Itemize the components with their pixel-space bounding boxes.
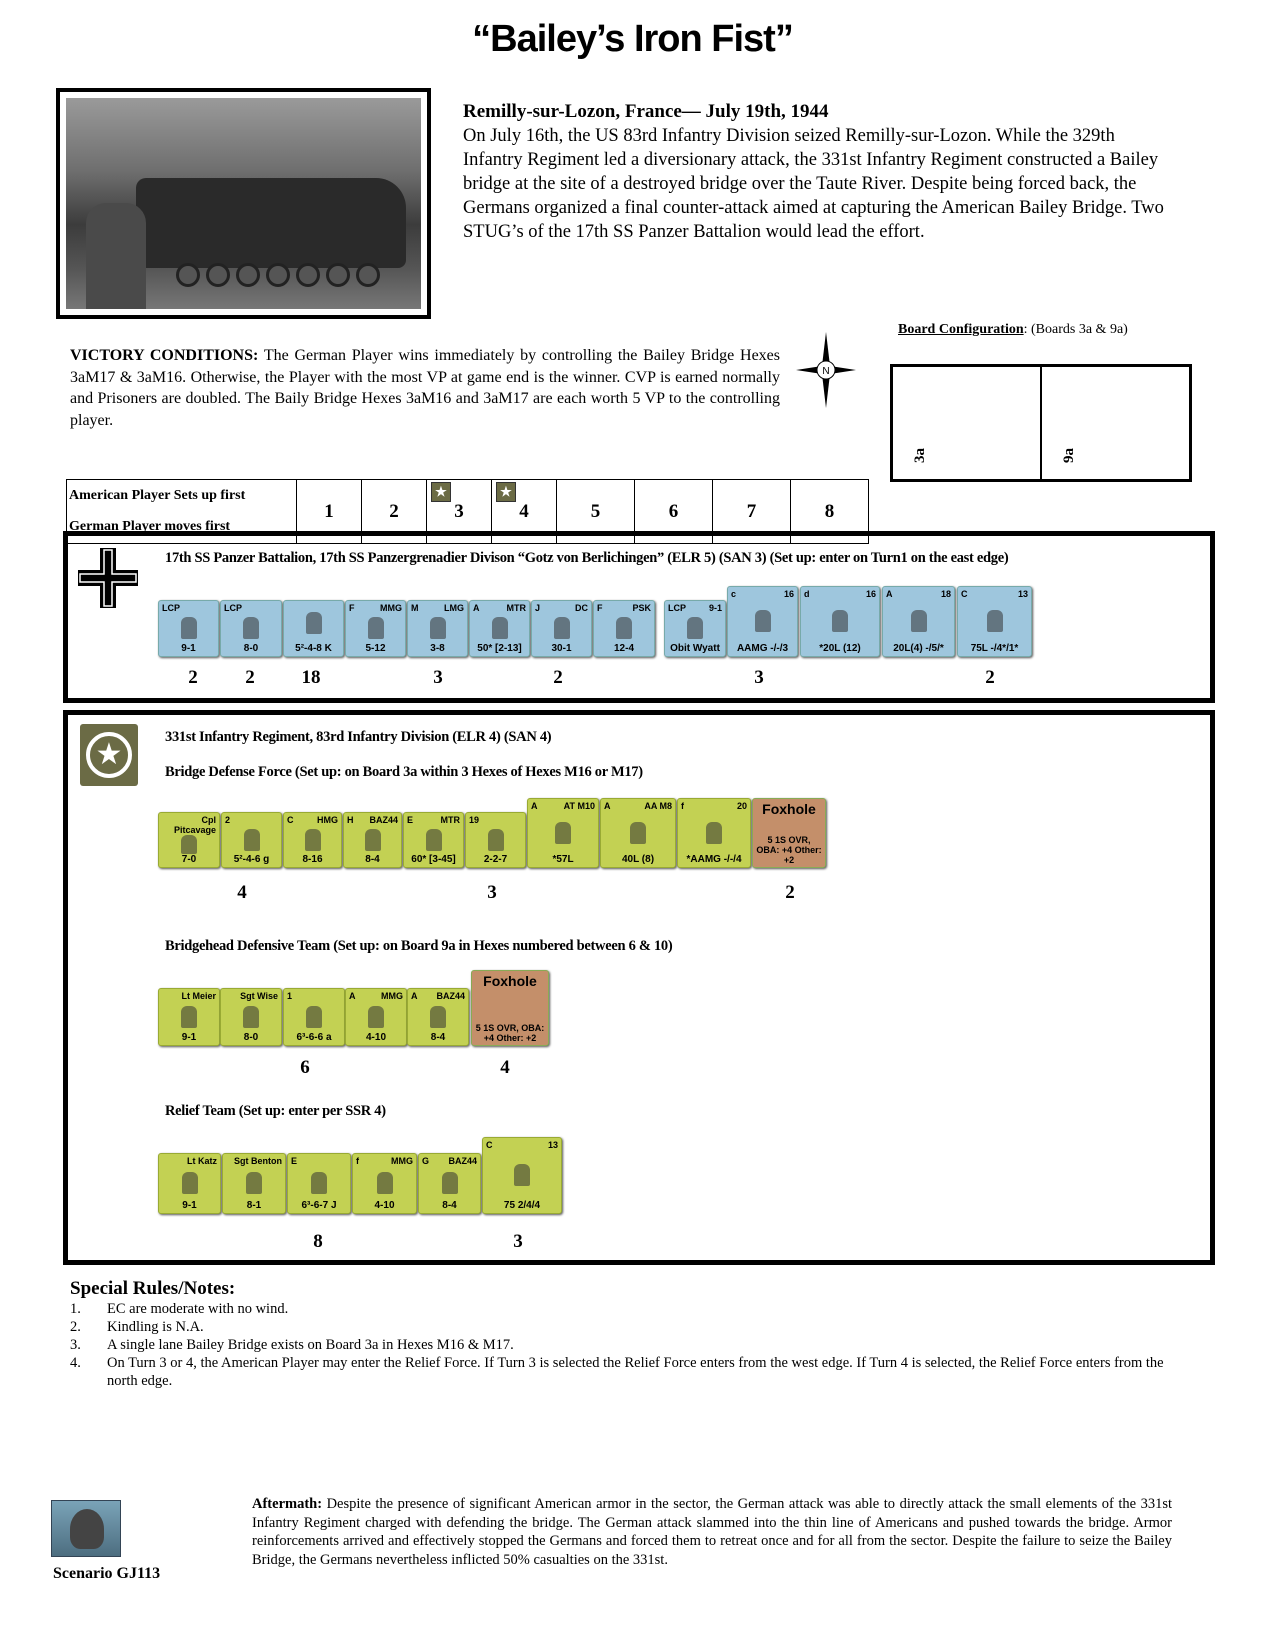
counter-art (486, 1150, 558, 1200)
counter-code: LCP (162, 603, 180, 613)
counter-top (731, 589, 794, 599)
counter-value: 4-10 (374, 1200, 395, 1211)
turn-8: 8 (791, 480, 869, 544)
unit-figure-icon (442, 1172, 458, 1194)
counter-value: 6³-6-7 J (301, 1200, 337, 1211)
american-counter (221, 812, 282, 868)
unit-figure-icon (755, 610, 771, 632)
location-date: Remilly-sur-Lozon, France— July 19th, 1944 (463, 101, 829, 122)
counter-value: 9-1 (182, 1200, 197, 1211)
counter-code: f (356, 1156, 359, 1166)
counter-name: 16 (783, 589, 794, 599)
turn-3: ★ 3 (427, 480, 492, 544)
counter-name: Lt Meier (181, 991, 216, 1001)
board-9a: 9a (1061, 448, 1077, 463)
victory-conditions (70, 345, 780, 431)
vc-label: VICTORY CONDITIONS: (70, 347, 259, 364)
turn-7: 7 (713, 480, 791, 544)
board-3a: 3a (893, 367, 1042, 479)
relief-header: Relief Team (Set up: enter per SSR 4) (165, 1103, 386, 1119)
german-counter (531, 600, 592, 657)
counter-name: Sgt Wise (240, 991, 278, 1001)
counter-name: BAZ44 (448, 1156, 477, 1166)
counter-code: LCP (224, 603, 242, 613)
unit-figure-icon (706, 822, 722, 844)
unit-count: 2 (985, 667, 995, 688)
counter-value: 5 1S OVR, OBA: +4 Other: +2 (475, 1023, 545, 1043)
counter-art (886, 599, 951, 643)
counter-code: A (349, 991, 356, 1001)
counter-value: 7-0 (181, 854, 197, 865)
unit-count: 4 (500, 1057, 510, 1078)
counter-art (961, 599, 1028, 643)
compass-icon (795, 330, 857, 410)
counter-top (469, 815, 522, 825)
counter-code: J (535, 603, 541, 613)
unit-count: 2 (553, 667, 563, 688)
counter-top (486, 1140, 558, 1150)
counter-code: F (597, 603, 603, 613)
counter-value: 8-0 (243, 643, 259, 654)
counter-top (349, 603, 402, 613)
american-counter (283, 812, 342, 868)
counter-value: 8-4 (442, 1200, 457, 1211)
counter-name: BAZ44 (369, 815, 398, 825)
counter-code: G (422, 1156, 430, 1166)
counter-value: 12-4 (613, 643, 634, 654)
german-counter (158, 600, 219, 657)
unit-count: 2 (245, 667, 255, 688)
counter-top (287, 991, 341, 1001)
turn-4: ★ 4 (492, 480, 557, 544)
counter-top (475, 973, 545, 989)
counter-art (225, 825, 278, 854)
american-counter (352, 1153, 417, 1214)
american-counter (407, 988, 469, 1046)
unit-figure-icon (630, 822, 646, 844)
counter-top (411, 603, 464, 613)
counter-value: 30-1 (551, 643, 572, 654)
counter-code: 19 (469, 815, 480, 825)
bridge-force-header: Bridge Defense Force (Set up: on Board 3a within 3 Hexes of Hexes M16 or M17) (165, 764, 643, 780)
counter-name: 13 (547, 1140, 558, 1150)
counter-art (347, 825, 398, 854)
counter-code: 2 (225, 815, 231, 825)
counter-name: 13 (1017, 589, 1028, 599)
german-counter (469, 600, 530, 657)
rule-item: 3. A single lane Bailey Bridge exists on Board 3a in Hexes M16 & M17. (70, 1337, 514, 1353)
unit-figure-icon (368, 1006, 384, 1028)
counter-art (531, 811, 595, 854)
svg-text:N: N (822, 366, 830, 377)
counter-top (804, 589, 876, 599)
counter-top (162, 1156, 217, 1166)
counter-name: LMG (444, 603, 464, 613)
counter-top (162, 815, 216, 835)
unit-figure-icon (246, 1172, 262, 1194)
turn-6: 6 (635, 480, 713, 544)
german-counter (407, 600, 468, 657)
counter-value: *20L (12) (819, 643, 861, 654)
unit-figure-icon (554, 617, 570, 639)
unit-figure-icon (911, 610, 927, 632)
american-counter (600, 798, 676, 868)
counter-top (162, 603, 215, 613)
counter-value: 9-1 (181, 643, 196, 654)
counter-value: 9-1 (181, 1032, 197, 1043)
german-counter (283, 600, 344, 657)
unit-figure-icon (488, 829, 504, 851)
counter-art (473, 613, 526, 643)
counter-name: Cpl Pitcavage (173, 815, 216, 835)
unit-figure-icon (987, 610, 1003, 632)
aftermath: Aftermath: Despite the presence of significant American armor in the sector, the German attack was able to directly attack the small elements of the 331st Infantry Regiment charged with defending the bridge. The German attack slammed into the thin line of Americans and pushed towards the bridge. Armor reinforcements arrived and effectively stopped the Germans and forced them to retreat once and for all from the sector. Despite the failure to seize the Bailey Bridge, the Germans nevertheless inflicted 50% casualties on the 331st. (252, 1496, 1172, 1568)
turn-5: 5 (557, 480, 635, 544)
counter-art (162, 1001, 216, 1032)
counter-value: 40L (8) (621, 854, 655, 865)
unit-figure-icon (365, 829, 381, 851)
american-counter (283, 988, 345, 1046)
unit-figure-icon (430, 1006, 446, 1028)
us-star-icon: ★ (80, 724, 138, 786)
counter-top (756, 801, 822, 817)
scenario-id: Scenario GJ113 (53, 1565, 161, 1582)
counter-name: 20 (736, 801, 747, 811)
counter-value: 75 2/4/4 (503, 1200, 541, 1211)
german-counter (664, 600, 726, 657)
unit-count: 6 (300, 1057, 310, 1078)
counter-top (886, 589, 951, 599)
unit-figure-icon (492, 617, 508, 639)
counter-top (291, 1156, 347, 1166)
bridgehead-header: Bridgehead Defensive Team (Set up: on Board 9a in Hexes numbered between 6 & 10) (165, 938, 673, 954)
counter-code: C (961, 589, 968, 599)
counter-art (226, 1166, 282, 1200)
counter-art (469, 825, 522, 854)
counter-top (535, 603, 588, 613)
counter-value: 8-4 (365, 854, 380, 865)
counter-art (597, 613, 651, 643)
counter-top (287, 815, 338, 825)
unit-figure-icon (181, 835, 197, 854)
counter-code: f (681, 801, 684, 811)
counter-name: Lt Katz (187, 1156, 217, 1166)
counter-code: A (886, 589, 893, 599)
counter-art (604, 811, 672, 854)
vc-text: The German Player wins immediately by controlling the Bailey Bridge Hexes 3aM17 & 3aM16. Otherwise, the Player with the most VP at game end is the winner. CVP is earned normally and Prisoners are doubled. The Baily Bridge Hexes 3aM16 and 3aM17 are each worth 5 VP to the controlling player. (70, 347, 781, 429)
counter-name: Foxhole (762, 801, 816, 817)
reinforcement-star-icon: ★ (431, 482, 451, 502)
counter-code: d (804, 589, 810, 599)
unit-figure-icon (377, 1172, 393, 1194)
counter-value: 2-2-7 (483, 854, 508, 865)
balkenkreuz-icon (78, 548, 138, 608)
historical-photo (56, 88, 431, 319)
counter-top (668, 603, 722, 613)
counter-value: 8-16 (302, 854, 323, 865)
american-counter (220, 988, 282, 1046)
unit-figure-icon (305, 829, 321, 851)
american-counter (222, 1153, 286, 1214)
counter-name: MMG (391, 1156, 413, 1166)
counter-art (349, 613, 402, 643)
counter-code: M (411, 603, 419, 613)
american-counter (403, 812, 464, 868)
counter-value: 50* [2-13] (477, 643, 522, 654)
counter-code: A (473, 603, 480, 613)
counter-value: *57L (552, 854, 574, 865)
counter-top (224, 991, 278, 1001)
intro (463, 100, 1173, 244)
rule-item: 2. Kindling is N.A. (70, 1319, 204, 1335)
counter-code: E (407, 815, 414, 825)
counter-art (224, 613, 278, 643)
unit-count: 2 (188, 667, 198, 688)
counter-top (597, 603, 651, 613)
counter-name: Sgt Benton (234, 1156, 282, 1166)
board-configuration (890, 364, 1192, 482)
unit-figure-icon (243, 1006, 259, 1028)
counter-top (349, 991, 403, 1001)
unit-figure-icon (243, 617, 259, 639)
unit-figure-icon (426, 829, 442, 851)
american-counter (482, 1137, 562, 1214)
german-header: 17th SS Panzer Battalion, 17th SS Panzergrenadier Divison “Gotz von Berlichingen” (ELR 5) (SAN 3) (Set up: enter on Turn1 on the east edge) (165, 550, 1009, 566)
counter-art (731, 599, 794, 643)
american-counter (465, 812, 526, 868)
counter-code: A (531, 801, 538, 811)
counter-name: Foxhole (483, 973, 537, 989)
rules-title: Special Rules/Notes: (70, 1278, 236, 1299)
german-counter (727, 586, 798, 657)
unit-count: 3 (754, 667, 764, 688)
counter-name: PSK (632, 603, 651, 613)
unit-figure-icon (306, 612, 322, 634)
counter-name: MMG (380, 603, 402, 613)
counter-top (411, 991, 465, 1001)
counter-top (604, 801, 672, 811)
counter-art (804, 599, 876, 643)
american-counter (343, 812, 402, 868)
counter-value: *AAMG -/-/4 (686, 854, 742, 865)
unit-figure-icon (687, 617, 703, 639)
counter-top (162, 991, 216, 1001)
counter-code: 1 (287, 991, 293, 1001)
counter-value: 5-12 (365, 643, 386, 654)
intro-text: On July 16th, the US 83rd Infantry Division seized Remilly-sur-Lozon. While the 329th Infantry Regiment led a diversionary attack, the 331st Infantry Regiment constructed a Bailey bridge at the site of a destroyed bridge over the Taute River. Despite being forced back, the Germans organized a final counter-attack aimed at capturing the American Bailey Bridge. Two STUG’s of the 17th SS Panzer Battalion would lead the effort. (463, 126, 1164, 242)
counter-name: BAZ44 (436, 991, 465, 1001)
counter-art (422, 1166, 477, 1200)
counter-name: 18 (940, 589, 951, 599)
unit-count: 3 (487, 882, 497, 903)
unit-figure-icon (368, 617, 384, 639)
unit-figure-icon (182, 1172, 198, 1194)
counter-code: LCP (668, 603, 686, 613)
unit-figure-icon (311, 1172, 327, 1194)
counter-art (411, 613, 464, 643)
counter-code: A (411, 991, 418, 1001)
counter-code: C (486, 1140, 493, 1150)
counter-code: A (604, 801, 611, 811)
counter-value: 5²-4-8 K (295, 643, 332, 654)
counter-top (473, 603, 526, 613)
unit-figure-icon (555, 822, 571, 844)
counter-value: 8-4 (430, 1032, 446, 1043)
unit-count: 4 (237, 882, 247, 903)
counter-value: 60* [3-45] (411, 854, 456, 865)
counter-art (411, 1001, 465, 1032)
counter-value: 75L -/4*/1* (970, 643, 1019, 654)
counter-top (961, 589, 1028, 599)
counter-name: MTR (440, 815, 460, 825)
counter-name: MTR (506, 603, 526, 613)
counter-art (681, 811, 747, 854)
counter-top (681, 801, 747, 811)
counter-name: 16 (865, 589, 876, 599)
counter-top (226, 1156, 282, 1166)
counter-value: 20L(4) -/5/* (893, 643, 944, 654)
counter-art (668, 613, 722, 643)
moves-first: German Player moves first (69, 519, 231, 534)
counter-art (287, 1001, 341, 1032)
german-counter (220, 600, 282, 657)
setup-first: American Player Sets up first (69, 488, 246, 503)
unit-figure-icon (430, 617, 446, 639)
soldier-portrait-icon (51, 1500, 121, 1557)
reinforcement-star-icon: ★ (496, 482, 516, 502)
counter-name: MMG (381, 991, 403, 1001)
counter-art (287, 825, 338, 854)
counter-art (756, 817, 822, 835)
special-rules (70, 1280, 1170, 1390)
counter-value: 5²-4-6 g (233, 854, 270, 865)
counter-art (407, 825, 460, 854)
german-counter (800, 586, 880, 657)
counter-top (225, 815, 278, 825)
counter-art (349, 1001, 403, 1032)
unit-count: 3 (433, 667, 443, 688)
american-counter (527, 798, 599, 868)
counter-art (224, 1001, 278, 1032)
american-counter (677, 798, 751, 868)
unit-figure-icon (244, 829, 260, 851)
counter-code: E (291, 1156, 298, 1166)
american-counter (418, 1153, 481, 1214)
american-header: 331st Infantry Regiment, 83rd Infantry Division (ELR 4) (SAN 4) (165, 729, 552, 745)
german-counter (345, 600, 406, 657)
counter-code: C (287, 815, 294, 825)
counter-top (407, 815, 460, 825)
unit-figure-icon (616, 617, 632, 639)
unit-count: 2 (785, 882, 795, 903)
counter-art (535, 613, 588, 643)
german-counter (882, 586, 955, 657)
rule-item: 4. On Turn 3 or 4, the American Player may enter the Relief Force. If Turn 3 is selected the Relief Force enters from the west edge. If Turn 4 is selected, the Relief Force enters from the north edge. (70, 1355, 1164, 1389)
turn-1: 1 (297, 480, 362, 544)
counter-art (162, 613, 215, 643)
counter-top (531, 801, 595, 811)
german-counter (593, 600, 655, 657)
unit-figure-icon (181, 1006, 197, 1028)
counter-top (356, 1156, 413, 1166)
counter-name: HMG (317, 815, 338, 825)
counter-value: 5 1S OVR, OBA: +4 Other: +2 (756, 835, 822, 865)
counter-value: 8-0 (243, 1032, 259, 1043)
counter-art (475, 989, 545, 1023)
counter-name: AA M8 (644, 801, 672, 811)
counter-value: 4-10 (365, 1032, 386, 1043)
unit-figure-icon (832, 610, 848, 632)
unit-figure-icon (181, 617, 197, 639)
counter-art (356, 1166, 413, 1200)
unit-figure-icon (306, 1006, 322, 1028)
counter-value: 3-8 (430, 643, 445, 654)
foxhole-counter (471, 970, 549, 1046)
rule-item: 1. EC are moderate with no wind. (70, 1301, 289, 1317)
counter-name: AT M10 (563, 801, 595, 811)
board-config-label: Board Configuration: (Boards 3a & 9a) (898, 322, 1128, 337)
counter-value: AAMG -/-/3 (736, 643, 789, 654)
unit-count: 18 (301, 667, 321, 688)
unit-figure-icon (514, 1164, 530, 1186)
counter-top (422, 1156, 477, 1166)
american-counter (158, 988, 220, 1046)
counter-value: 6³-6-6 a (296, 1032, 332, 1043)
american-counter (287, 1153, 351, 1214)
turn-2: 2 (362, 480, 427, 544)
counter-value: 8-1 (246, 1200, 262, 1211)
counter-code: c (731, 589, 737, 599)
counter-top (347, 815, 398, 825)
counter-art (162, 835, 216, 854)
counter-art (291, 1166, 347, 1200)
american-counter (158, 812, 220, 868)
counter-name: DC (575, 603, 588, 613)
counter-code: H (347, 815, 354, 825)
foxhole-counter (752, 798, 826, 868)
counter-name: 9-1 (708, 603, 722, 613)
american-counter (158, 1153, 221, 1214)
unit-count: 3 (513, 1231, 523, 1252)
scenario-title: “Bailey’s Iron Fist” (472, 18, 793, 60)
counter-art (162, 1166, 217, 1200)
american-counter (345, 988, 407, 1046)
counter-art (287, 603, 340, 643)
counter-value: Obit Wyatt (670, 643, 720, 654)
german-counter (957, 586, 1032, 657)
counter-code: F (349, 603, 355, 613)
unit-count: 8 (313, 1231, 323, 1252)
counter-top (224, 603, 278, 613)
